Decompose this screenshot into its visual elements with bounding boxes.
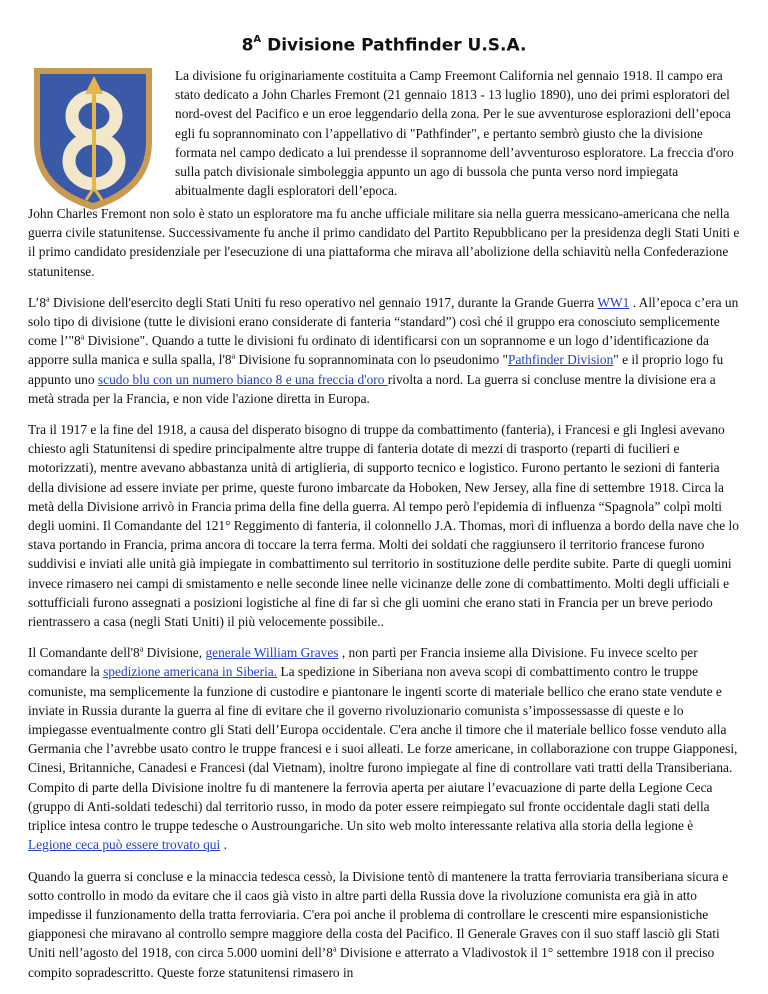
general-graves-link[interactable]: generale William Graves	[205, 645, 339, 661]
paragraph-france-deployment: Tra il 1917 e la fine del 1918, a causa del disperato bisogno di truppe da combattimento (fanteria), i Francesi e gli Inglesi avevano chiesto agli Statunitensi di spedire principalmente altre truppe di fanteria dotate di mezzi di trasporto (reparti di fucilieri e motorizzati), mentre avevano abbastanza unità di artiglieria, di supporto tecnico e logistico. Furono pertanto le sezioni di fanteria della divisione ad essere inviate per prime, queste furono imbarcate da Hoboken, New Jersey, alla fine di settembre 1918. Circa la metà della Divisione arrivò in Francia prima della fine della guerra. Al tempo però l'epidemia di influenza “Spagnola” colpì molti degli uomini. Il Comandante del 121° Reggimento di fanteria, il colonnello J.A. Thomas, morì di influenza a bordo della nave che lo stava portando in Francia, prima ancora di toccare la terra ferma. Molti dei soldati che raggiunsero il territorio francese furono suddivisi e inviati alle unità già impiegate in combattimento sul territorio in sostituzione delle perdite subite. Parte di quegli uomini invece rimasero nei campi di smistamento e nelle seconde linee nelle vicinanze delle zone di combattimento. Molti degli ufficiali e sottufficiali furono assegnati a posizioni logistiche al fine di far sì che gli uomini che erano stati in Francia per un breve periodo rientrassero a casa (negli Stati Uniti) il più velocemente possibile..	[28, 422, 739, 630]
paragraph-division-origin: L’8$^a$ Divisione dell'esercito degli Stati Uniti fu reso operativo nel gennaio 1917, durante la Grande Guerra WW1 . All’epoca c’era un solo tipo di divisione (tutte le divisioni erano considerate di fanteria “standard”) così ché il gruppo era conosciuto semplicemente come l’"8$^a$ Divisione". Quando a tutte le divisioni fu ordinato di identificarsi con un soprannome e un logo d’identificazione da apporre sulla manica e sulla spalla, l'8$^a$ Divisione fu soprannominata con lo pseudonimo "Pathfinder Division" e il proprio logo fu appunto uno scudo blu con un numero bianco 8 e una freccia d'oro rivolta a nord. La guerra si concluse mentre la divisione era a metà strada per la Francia, e non vide l'azione diretta in Europa.	[28, 294, 739, 406]
patch-description-link[interactable]: scudo blu con un numero bianco 8 e una freccia d'oro	[97, 371, 388, 387]
czech-legion-link[interactable]: Legione ceca può essere trovato qui	[28, 837, 221, 853]
title-superscript: A	[253, 34, 262, 45]
article-body	[28, 204, 740, 994]
paragraph-fremont: John Charles Fremont non solo è stato un esploratore ma fu anche ufficiale militare sia nella guerra messicano-americana che nella guerra civile statunitense. Successivamente fu anche il primo candidato del Partito Repubblicano per la presidenza degli Stati Uniti e il primo candidato presidenziale per l'esecuzione di una piattaforma che mirava all’abolizione della schiavitù nella Confederazione statunitense.	[28, 206, 740, 279]
siberia-expedition-link[interactable]: spedizione americana in Siberia.	[103, 664, 278, 680]
paragraph-siberia-expedition: Il Comandante dell'8$^a$ Divisione, generale William Graves , non partì per Francia insieme alla Divisione. Fu invece scelto per comandare la spedizione americana in Siberia. La spedizione in Siberiana non aveva scopi di combattimento contro le truppe comuniste, ma semplicemente la funzione di custodire e piantonare le ingenti scorte di materiale bellico che erano state vendute e inviate in Russia durante la guerra al fine di evitare che il governo rivoluzionario comunista s’impossessasse di queste e lo impiegasse eventualmente contro gli Stati dell’Europa occidentale. C'era anche il timore che il materiale bellico fosse venduto alla Germania che l’avrebbe usato contro le truppe francesi e i suoi alleati. Le forze americane, in collaborazione con truppe Giapponesi, Cinesi, Britanniche, Canadesi e Francesi (dal Vietnam), inoltre furono impiegate al fine di controllare vati tratti della Transiberiana. Compito di parte della Divisione inoltre fu di mantenere la ferrovia aperta per aiutare l’evacuazione di parte della Legione Ceca (gruppo di Anti-soldati tedeschi) dal territorio russo, in modo da poter essere reimpiegato sul fronte occidentale dagli stati della triplice intesa contro le truppe tedesche o Austroungariche. Un sito web molto interessante relativa alla storia della legione è Legione ceca può essere trovato qui .	[28, 644, 738, 853]
ww1-link[interactable]: WW1	[597, 294, 630, 310]
page-title: $8^A$ Divisione Pathfinder U.S.A.	[241, 34, 527, 56]
pathfinder-patch-image	[28, 64, 158, 212]
pathfinder-division-link[interactable]: Pathfinder Division	[508, 352, 614, 368]
intro-paragraph: La divisione fu originariamente costituita a Camp Freemont California nel gennaio 1918. Il campo era stato dedicato a John Charles Fremont (21 gennaio 1813 - 13 luglio 1890), uno dei primi esploratori del nord-ovest del Pacifico e un eroe leggendario della zona. Per le sue avventurose esplorazioni dell’epoca egli fu soprannominato con l’appellativo di "Pathfinder", e pertanto sembrò giusto che la divisione formata nel campo dedicato a lui prendesse il soprannome dell’avventuroso esploratore. La freccia d'oro sulla patch divisionale simboleggia appunto un ago di bussola che punta verso nord impiegata abitualmente dagli esploratori dell’epoca.	[175, 68, 734, 199]
paragraph-transsiberian: Quando la guerra si concluse e la minaccia tedesca cessò, la Divisione tentò di mantenere la tratta ferroviaria transiberiana sicura e sotto controllo in modo da evitare che il caos già visto in altre parti della Russia dove la rivoluzione comunista era già in atto impedisse il funzionamento della tratta ferroviaria. C'era poi anche il problema di controllare le crescenti mire espansionistiche giapponesi che miravano al controllo sempre maggiore della costa del Pacifico. Il Generale Graves con il suo staff lasciò gli Stati Uniti nell’agosto del 1918, con circa 5.000 uomini dell’8$^a$ Divisione e atterrato a Vladivostok il 1° settembre 1918 con il preciso compito sopradescritto. Queste forze statunitensi rimasero in	[28, 868, 729, 980]
